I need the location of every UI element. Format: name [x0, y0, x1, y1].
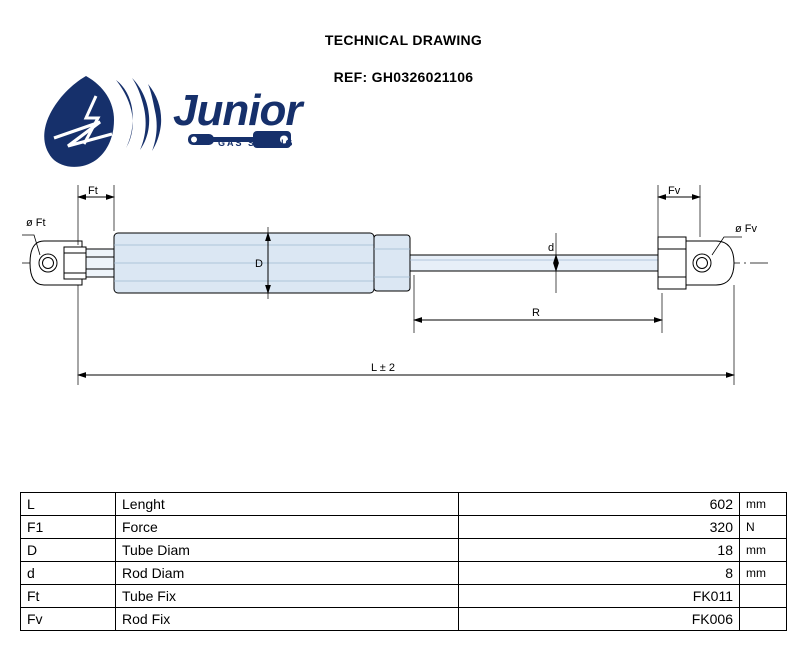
- row-code: L: [21, 493, 116, 516]
- row-code: F1: [21, 516, 116, 539]
- label-dia-ft: ø Ft: [26, 217, 46, 229]
- gas-spring-drawing: [0, 175, 807, 410]
- table-row: [21, 562, 787, 585]
- row-unit: N: [740, 516, 787, 539]
- label-fv-top: Fv: [668, 185, 681, 197]
- specification-table: [20, 492, 787, 631]
- label-dia-fv: ø Fv: [735, 223, 757, 235]
- row-unit: mm: [740, 562, 787, 585]
- logo-tagline: GAS SPRING: [218, 138, 295, 148]
- drawing-svg: [0, 175, 807, 410]
- label-tube-diam: D: [255, 258, 263, 270]
- row-unit: [740, 608, 787, 631]
- row-value: 8: [459, 562, 740, 585]
- table-row: [21, 585, 787, 608]
- row-unit: mm: [740, 493, 787, 516]
- row-name: Force: [116, 516, 459, 539]
- row-code: Fv: [21, 608, 116, 631]
- label-rod-diam: d: [548, 242, 555, 254]
- row-value: FK011: [459, 585, 740, 608]
- row-value: 602: [459, 493, 740, 516]
- row-code: D: [21, 539, 116, 562]
- row-unit: mm: [740, 539, 787, 562]
- row-code: Ft: [21, 585, 116, 608]
- row-name: Tube Fix: [116, 585, 459, 608]
- label-ft-top: Ft: [88, 185, 98, 197]
- row-name: Rod Fix: [116, 608, 459, 631]
- table-row: [21, 539, 787, 562]
- table-row: [21, 516, 787, 539]
- logo-wordmark: Junior: [173, 86, 302, 135]
- row-name: Rod Diam: [116, 562, 459, 585]
- row-value: FK006: [459, 608, 740, 631]
- row-value: 320: [459, 516, 740, 539]
- row-value: 18: [459, 539, 740, 562]
- table-row: [21, 493, 787, 516]
- label-length: L ± 2: [371, 362, 395, 374]
- row-code: d: [21, 562, 116, 585]
- label-stroke: R: [532, 307, 540, 319]
- row-unit: [740, 585, 787, 608]
- page-title: TECHNICAL DRAWING: [324, 32, 483, 48]
- table-row: [21, 608, 787, 631]
- row-name: Lenght: [116, 493, 459, 516]
- junior-logo: [28, 74, 318, 170]
- row-name: Tube Diam: [116, 539, 459, 562]
- reference-line: REF: GH0326021106: [333, 69, 474, 85]
